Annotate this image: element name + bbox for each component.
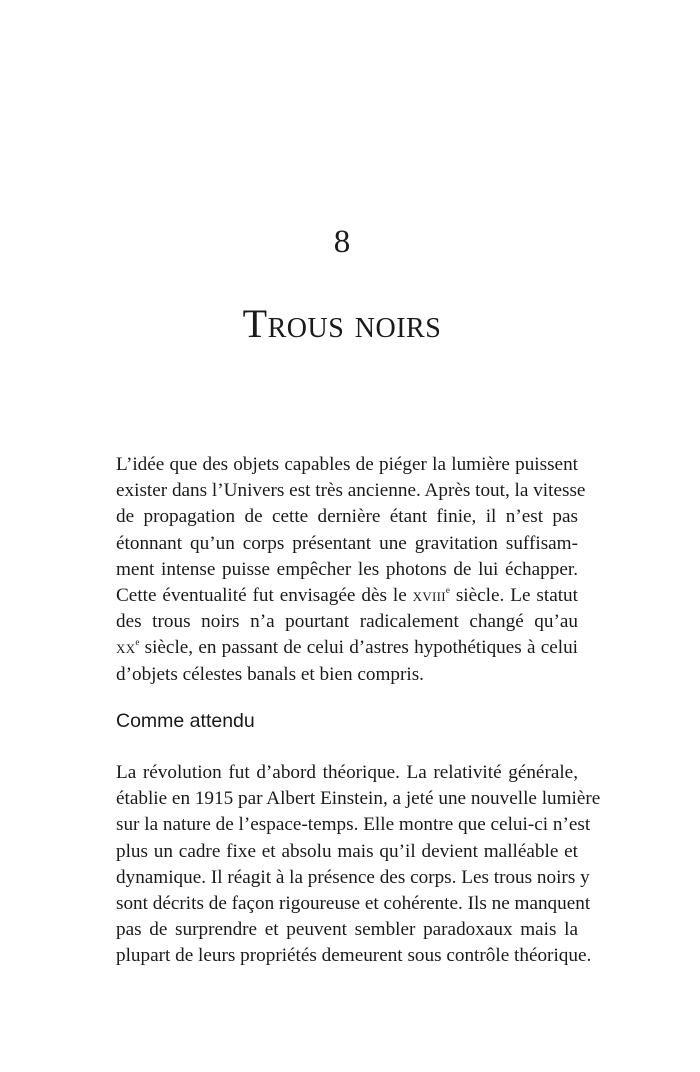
section-paragraph <box>116 760 601 970</box>
century-numeral: xx <box>116 637 136 659</box>
line-text: siècle. Le statut <box>449 585 578 607</box>
paragraph-line: de propagation de cette dernière étant finie, il n’est pas <box>116 506 578 528</box>
century-numeral: xviii <box>412 585 446 607</box>
chapter-title: Trous noirs <box>242 301 442 346</box>
paragraph-line <box>116 635 578 661</box>
paragraph-line: d’objets célestes banals et bien compris. <box>116 663 424 685</box>
paragraph-line: dynamique. Il réagit à la présence des corps. Les trous noirs y <box>116 866 590 888</box>
paragraph-line: des trous noirs n’a pourtant radicalement changé qu’au <box>116 611 578 633</box>
paragraph-line: ment intense puisse empêcher les photons de lui échapper. <box>116 558 578 580</box>
century-suffix: e <box>445 585 450 596</box>
paragraph-line: établie en 1915 par Albert Einstein, a jeté une nouvelle lumière <box>116 788 601 810</box>
paragraph-line: étonnant qu’un corps présentant une gravitation suffisam- <box>116 532 578 554</box>
paragraph-line <box>116 583 578 609</box>
paragraph-line: plupart de leurs propriétés demeurent sous contrôle théorique. <box>116 945 592 967</box>
paragraph-line: sont décrits de façon rigoureuse et cohérente. Ils ne manquent <box>116 893 591 915</box>
paragraph-line: sur la nature de l’espace-temps. Elle montre que celui-ci n’est <box>116 814 591 836</box>
intro-paragraph <box>116 452 586 688</box>
line-text: siècle, en passant de celui d’astres hypothétiques à celui <box>139 637 578 659</box>
paragraph-line: exister dans l’Univers est très ancienne. Après tout, la vitesse <box>116 480 586 502</box>
century-suffix: e <box>135 637 140 648</box>
paragraph-line: plus un cadre fixe et absolu mais qu’il devient malléable et <box>116 840 578 862</box>
paragraph-line: pas de surprendre et peuvent sembler paradoxaux mais la <box>116 919 578 941</box>
chapter-number: 8 <box>333 224 351 260</box>
line-text: Cette éventualité fut envisagée dès le <box>116 585 413 607</box>
section-heading: Comme attendu <box>116 710 255 732</box>
paragraph-line: La révolution fut d’abord théorique. La relativité générale, <box>116 762 578 783</box>
paragraph-line: L’idée que des objets capables de piéger la lumière puissent <box>116 454 578 475</box>
